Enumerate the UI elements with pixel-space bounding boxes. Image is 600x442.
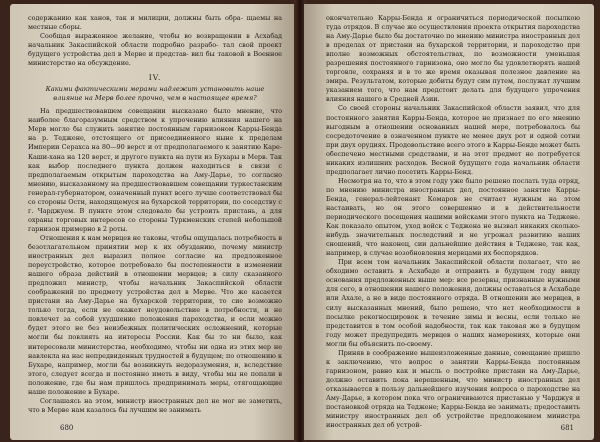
paragraph: Несмотря на то, что в этом году уже было решено послать туда отряд, по мнению министра иностранных дел, постоянное занятие Карры-Бенда, генерал-лейтенант Комаров не считает нужным на этом настаивать, но он этого совершенно и в действительности периодического посещения нашими войсками этого пункта на Теджене. Как показало опытом, уход войск с Теджена не вызвал никаких сколько-нибудь значительных последствий и не угрожал развитию наших сношений, что наконец, сии дальнейшие действия в Теджене, так как, например, в случае возобновления мервцами их беспорядков. bbox=[326, 176, 580, 258]
paragraph: Приняв в соображение вышеизложенные данные, совещание пришло к заключению, что вопрос о занятии Карры-Бенда постоянным гарнизоном, равно как и мысль о постройке пристани на Аму-Дарье, должно оставить пока нерешенным, что министр иностранных дел отказывается в пользу дальнейшего изучения вопроса о пароходстве на Аму-Дарье, в котором пока что ограничиваются пристанью у Чарджуя и постановкой отряда на Теджене; Карры-Бенда не занимать; предоставить министру иностранных дел об устройстве предложением министра иностранных дел об устрой- bbox=[326, 348, 580, 430]
right-page bbox=[304, 4, 594, 440]
section-question: Какими фактическими мерами надлежит установить наше влияние на Мерв более прочно, чем в настоящее время? bbox=[45, 85, 265, 103]
paragraph: Сообщая выраженное желание, чтобы во возвращении в Асхабад начальник Закаспийской области подробно разрабо- тал свой проект будущего устройства дел в Мерве и представ- вил бы таковой в Военное министерство на обсуждение. bbox=[28, 32, 282, 68]
left-page-intro bbox=[28, 14, 282, 68]
paragraph: окончательно Карры-Бенда и ограничиться периодической посылкою туда отрядов. В случае же осуществления проекта открытия пароходства на Аму-Дарье было бы достаточно по мнению министра иностранных дел в пределах от пристани на бухарской территории, и пароходство при вполне возможных обстоятельствах, по возможности уменьшая разрешения постоянного гарнизона, оно могло бы удовлетворять нашей торговле, сохраняя и в то же время оказывая полезное давление на эмира. Результатом, которые добиты будут сим путем, послужат лучшим указанием того, что нам предстоит делать для будущего упрочения влияния нашего в Средней Азии. bbox=[326, 14, 580, 104]
paragraph: На предшествовавшем совещании высказано было мнение, что наиболее благоразумным средством к упрочению влияния нашего на Мерв могло бы служить занятие постоянным гарнизоном Карры-Бенда на р. Теджене, отстоящего от присоединенного ныне к пределам Империи Серахса на 80—90 верст и от предполагаемого к занятию Каре-Каши-хана на 120 верст, и другого пункта на пути из Бухары в Мерв. Так как выбор последнего пункта должен находиться в связи с предполагаемым открытым пароходства на Аму-Дарье, то согласно мнению, высказанному на предшествовавшем совещании туркестанским генерал-губернатором, означенный пункт всего лучше соответствовал бы со стороны Ости, находящемуся на бухарской территории, по соседству с г. Чарджуем. В пункте этом следовало бы устроить пристань, а для охраны торговых интересов со стороны Туркменских степей небольшой гарнизон примерно в 2 роты. bbox=[28, 107, 282, 233]
paragraph: содержанию как ханов, так и милиции, должны быть обра- щаемы на местные сборы. bbox=[28, 14, 282, 32]
paragraph: Соглашаясь на этом, министр иностранных дел не мог не заметить, что в Мерве нам казалось бы лучшим не занимать bbox=[28, 396, 282, 414]
page-number: 681 bbox=[560, 424, 574, 432]
paragraph: Со своей стороны начальник Закаспийской области заявил, что для постоянного занятия Карры-Бенда, которое не признает по его мнению выгодным в отношении основанных нашей мере, потребовалось бы сосредоточение в означенном пункте не менее двух рот и одной сотни при двух орудиях. Продовольствие всего этого в Карры-Бенде может быть обеспечено местными средствами, и на этот предмет не потребуется никаких излишних расходов. Весной будущего года начальник области предполагает лично посетить Карры-Бенд. bbox=[326, 104, 580, 176]
section-number: IV. bbox=[148, 73, 162, 83]
paragraph: При всем том начальник Закаспийской области полагает, что не обходимо оставить в Асхабаде и отправить в будущем году ввиду основания предложенных выше мер: все резервы, признанные нужными для сего, в отношении нашего положения, должны оставаться в Асхабаде или Ахале, а не в виде постоянного отряда. В отношении же мервцев, в силу высказанных мнений, было решено, что нет необходимости в посылке рекогносцировок в течение зимы и весны, если только не представится в том особой надобности, так как таковая же в будущем году может предупредить мервцев о наших намерениях, которые они могли бы объяснить по-своему. bbox=[326, 258, 580, 348]
page-number: 680 bbox=[60, 424, 74, 432]
left-page bbox=[10, 4, 296, 440]
paragraph: Отношения к нам мервцев не таковы, чтобы ощущалась потребность в безотлагательном принятии мер к их обузданию, почему министр иностранных дел выразил полное согласие на предложенное переустройство, которое потребовало бы постепенности в изменении нашего образа действий в отношении мервцев; в силу сказанного предложил министр, чтобы начальник Закаспийской области соображений по предмету устройства дел в Мерве. Что же касается пристани на Аму-Дарье на бухарской территории, то сие возможно только тогда, если не окажет неудовольствие в потребности, и не повлечет за собой ухудшение положения пароходства, и если можно будет этого не без неизбежных политических осложнений, которые могли бы повлиять на интересы России. Как бы то ни было, как интересовали министерства, необходимо, чтобы ни одна из этих мер не навлекла на нас непредвиденных трудностей в будущем; по отношению к Бухаре, например, могли бы возникнуть недоразумения, и, вследствие этого, следует всегда и постоянно иметь в виду, чтобы мы не попали в положение, где бы нам пришлось предпринимать меры, отягощающие наше положение в Бухаре. bbox=[28, 233, 282, 396]
